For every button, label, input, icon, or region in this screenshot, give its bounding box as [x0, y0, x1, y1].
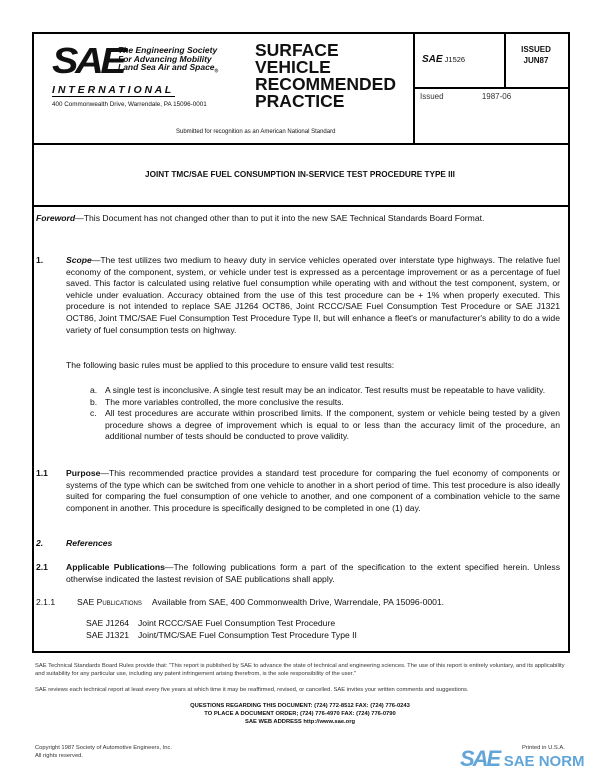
sae-address: 400 Commonwealth Drive, Warrendale, PA 15096-0001	[52, 101, 207, 108]
rule-item: c. All test procedures are accurate within proscribed limits. If the component, system or vehicle being tested by a given procedure shows a degree of improvement which is equal to or less than the accuracy limit of the procedure, an additional number of tests should be conducted to prove validity.	[90, 408, 560, 442]
section-2-1-publications	[66, 562, 560, 585]
section-1-scope	[66, 255, 560, 336]
doc-type-line: SURFACE	[255, 40, 339, 60]
sae-publications-text: Available from SAE, 400 Commonwealth Drive, Warrendale, PA 15096-0001.	[151, 597, 445, 607]
scope-text: —The test utilizes two medium to heavy duty in service vehicles operated over interstate type highways. The relative fuel economy of the component, system, or vehicle under test is expressed as a percentage improvement or as a percentage of fuel saved. This factor is calculated using relative fuel consumption while operating with and without the test component, system, or vehicle under evaluation. Accuracy obtained from the use of this test procedure can be + 1% when properly executed. This procedure is not intended to replace SAE J1264 OCT86, Joint RCCC/SAE Fuel Consumption Test Procedure or SAE J1321 OCT86, Joint TMC/SAE Fuel Consumption Test Procedure Type II, but will enhance a fleet's or manufacturer's ability to do a wide variety of fuel consumption tests on highway.	[66, 255, 560, 335]
copyright-line: Copyright 1987 Society of Automotive Engineers, Inc.	[35, 745, 172, 751]
reference-list	[86, 618, 357, 641]
issued-label: ISSUED	[521, 45, 551, 54]
section-1-1-purpose	[66, 468, 560, 514]
rights-line: All rights reserved.	[35, 753, 84, 759]
doc-type-line: VEHICLE	[255, 57, 331, 77]
issued-date: JUN87	[523, 56, 549, 65]
rules-list	[90, 385, 560, 443]
sae-norm-watermark: SAE SAE NORM	[460, 746, 585, 771]
divider	[32, 143, 568, 145]
header-box	[32, 32, 570, 653]
purpose-text: —This recommended practice provides a standard test procedure for comparing the fuel economy of components or systems of the type which can be switched from one vehicle to another in a short period of time. This test procedure is also ideally suited for comparing the fuel consumption of one vehicle to another, and one component of a combination vehicle to the same component in another. This procedure is specifically designed to be completed in one (1) day.	[66, 468, 560, 513]
divider	[32, 205, 568, 207]
tagline-line: Land Sea Air and Space$_®$	[118, 62, 219, 75]
publications-heading: Applicable Publications	[66, 562, 165, 572]
document-type	[255, 42, 396, 110]
doc-type-line: PRACTICE	[255, 91, 345, 111]
questions-line: QUESTIONS REGARDING THIS DOCUMENT: (724) 772-8512 FAX: (724) 776-0243	[190, 703, 410, 709]
reference-item: SAE J1264 Joint RCCC/SAE Fuel Consumption Test Procedure	[86, 618, 336, 628]
section-1-1-number: 1.1	[36, 468, 48, 478]
standard-number	[422, 54, 465, 65]
foreword	[36, 213, 560, 225]
web-address: SAE WEB ADDRESS http://www.sae.org	[244, 719, 356, 725]
contact-info	[32, 702, 568, 726]
tagline-line: For Advancing Mobility	[118, 53, 212, 64]
printed-note: Printed in U.S.A.	[522, 745, 565, 751]
copyright	[35, 744, 172, 760]
issued-row	[420, 92, 511, 101]
issued-badge	[506, 44, 566, 66]
section-2-heading: References	[66, 538, 113, 548]
submitted-note: Submitted for recognition as an American National Standard	[176, 129, 336, 135]
issued-row-label: Issued	[420, 92, 444, 101]
foreword-heading: Foreword	[36, 213, 76, 223]
purpose-heading: Purpose	[66, 468, 101, 478]
scope-heading: Scope	[66, 255, 92, 265]
document-title: JOINT TMC/SAE FUEL CONSUMPTION IN-SERVICE TEST PROCEDURE TYPE III	[145, 170, 455, 179]
policy-note: SAE Technical Standards Board Rules provide that: "This report is published by SAE to advance the state of technical and engineering sciences. The use of this report is entirely voluntary, and its applicability and suitability for any particular use, including any patent infringement arising therefrom, is the sole responsibility of the user."	[35, 663, 565, 677]
order-line: TO PLACE A DOCUMENT ORDER; (724) 776-4970 FAX: (724) 776-0790	[204, 711, 396, 717]
rule-item: a. A single test is inconclusive. A single test result may be an indicator. Test results must be repeatable to have validity.	[90, 385, 546, 395]
section-2-number: 2.	[36, 538, 44, 548]
section-2-1-number: 2.1	[36, 562, 48, 572]
reference-item: SAE J1321 Joint/TMC/SAE Fuel Consumption Test Procedure Type II	[86, 629, 357, 640]
section-2-1-1	[77, 597, 444, 609]
sae-logo: SAE	[52, 40, 124, 81]
foreword-text: —This Document has not changed other than to put it into the new SAE Technical Standards Board Format.	[75, 213, 485, 223]
doc-type-line: RECOMMENDED	[255, 74, 396, 94]
issued-row-date: 1987-06	[481, 92, 512, 101]
section-2-1-1-number: 2.1.1	[36, 597, 56, 607]
rules-intro: The following basic rules must be applied to this procedure to ensure valid test results:	[66, 360, 395, 370]
section-1-number: 1.	[36, 255, 44, 265]
tagline-line: The Engineering Society	[118, 45, 218, 55]
sae-small-logo: SAE	[422, 54, 443, 65]
international-wordmark: I N T E R N A T I O N A L	[52, 84, 175, 97]
standard-id: J1526	[444, 55, 466, 64]
publications-text: —The following publications form a part of the specification to the extent specified herein. Unless otherwise indicated the lastest revision of SAE publications shall apply.	[66, 562, 560, 584]
rule-item: b. The more variables controlled, the more conclusive the results.	[90, 396, 344, 407]
society-tagline	[118, 46, 218, 76]
divider	[413, 87, 568, 89]
review-note: SAE reviews each technical report at least every five years at which time it may be reaffirmed, revised, or cancelled. SAE invites your written comments and suggestions.	[35, 687, 469, 693]
sae-publications-heading: SAE Publications	[77, 597, 142, 607]
